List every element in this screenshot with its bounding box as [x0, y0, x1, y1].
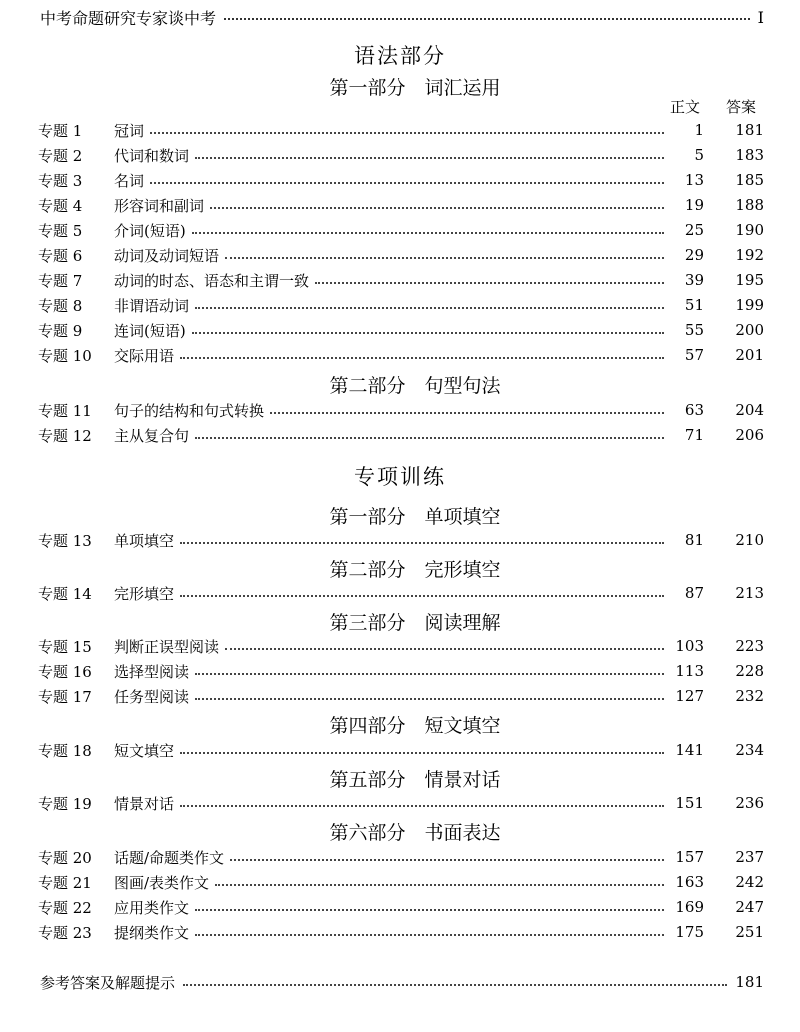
topic-page: 25	[684, 221, 704, 239]
dot-leader	[195, 934, 664, 936]
topic-title: 交际用语	[114, 346, 175, 365]
topic-number: 专题 4	[38, 196, 83, 215]
answer-page: 210	[735, 531, 764, 549]
answer-page: 200	[735, 321, 764, 339]
topic-number: 专题 17	[38, 687, 92, 706]
topic-title: 连词(短语)	[114, 321, 186, 340]
dot-leader	[150, 132, 664, 134]
topic-title: 冠词	[114, 121, 145, 140]
toc-entry[interactable]	[38, 398, 764, 422]
toc-entry[interactable]	[38, 581, 764, 605]
topic-page: 51	[684, 296, 704, 314]
answer-page: 223	[735, 637, 764, 655]
topic-number: 专题 12	[38, 426, 92, 445]
dot-leader	[180, 805, 664, 807]
toc-entry[interactable]	[38, 143, 764, 167]
toc-entry[interactable]	[38, 218, 764, 242]
answer-page: 201	[735, 346, 764, 364]
toc-entry[interactable]	[38, 870, 764, 894]
column-head-main: 正文	[670, 98, 701, 116]
topic-number: 专题 1	[38, 121, 83, 140]
dot-leader	[210, 207, 664, 209]
topic-number: 专题 21	[38, 873, 92, 892]
topic-page: 169	[675, 898, 704, 916]
answer-page: 192	[735, 246, 764, 264]
topic-title: 短文填空	[114, 741, 175, 760]
topic-number: 专题 2	[38, 146, 83, 165]
answer-page: 181	[735, 121, 764, 139]
topic-title: 任务型阅读	[114, 687, 190, 706]
topic-number: 专题 13	[38, 531, 92, 550]
dot-leader	[225, 257, 664, 259]
dot-leader	[195, 437, 664, 439]
dot-leader	[195, 909, 664, 911]
topic-title: 话题/命题类作文	[114, 848, 225, 867]
running-header	[40, 6, 764, 28]
topic-page: 63	[684, 401, 704, 419]
topic-page: 141	[675, 741, 704, 759]
section-title-grammar: 语法部分	[354, 44, 446, 68]
dot-leader	[270, 412, 664, 414]
dot-leader	[192, 232, 664, 234]
topic-number: 专题 10	[38, 346, 92, 365]
topic-page: 127	[675, 687, 704, 705]
toc-entry[interactable]	[38, 791, 764, 815]
dot-leader	[150, 182, 664, 184]
book-title: 中考命题研究专家谈中考	[40, 8, 217, 28]
toc-entry[interactable]	[38, 659, 764, 683]
topic-page: 71	[684, 426, 704, 444]
answers-page: 181	[735, 973, 764, 991]
dot-leader	[192, 332, 664, 334]
topic-page: 29	[684, 246, 704, 264]
dot-leader	[230, 859, 664, 861]
topic-title: 形容词和副词	[114, 196, 205, 215]
answers-label: 参考答案及解题提示	[40, 973, 176, 992]
dot-leader	[180, 595, 664, 597]
toc-entry[interactable]	[38, 738, 764, 762]
toc-entry[interactable]	[38, 268, 764, 292]
toc-entry[interactable]	[38, 423, 764, 447]
topic-title: 非谓语动词	[114, 296, 190, 315]
part-title: 第二部分 完形填空	[329, 559, 501, 581]
answer-page: 242	[735, 873, 764, 891]
dot-leader	[180, 542, 664, 544]
topic-number: 专题 20	[38, 848, 92, 867]
topic-title: 判断正误型阅读	[114, 637, 220, 656]
topic-title: 单项填空	[114, 531, 175, 550]
topic-title: 主从复合句	[114, 426, 190, 445]
answer-page: 228	[735, 662, 764, 680]
topic-page: 151	[675, 794, 704, 812]
topic-title: 句子的结构和句式转换	[114, 401, 265, 420]
answer-page: 195	[735, 271, 764, 289]
answer-page: 199	[735, 296, 764, 314]
dot-leader	[180, 357, 664, 359]
toc-entry[interactable]	[38, 293, 764, 317]
topic-page: 113	[675, 662, 704, 680]
topic-number: 专题 23	[38, 923, 92, 942]
header-leader	[224, 18, 750, 20]
toc-entry[interactable]	[38, 193, 764, 217]
toc-entry[interactable]	[38, 318, 764, 342]
topic-number: 专题 6	[38, 246, 83, 265]
topic-page: 175	[675, 923, 704, 941]
topic-title: 代词和数词	[114, 146, 190, 165]
toc-entry[interactable]	[38, 343, 764, 367]
topic-page: 19	[684, 196, 704, 214]
toc-entry[interactable]	[38, 920, 764, 944]
topic-page: 39	[684, 271, 704, 289]
toc-entry[interactable]	[38, 528, 764, 552]
toc-entry[interactable]	[38, 634, 764, 658]
answer-page: 237	[735, 848, 764, 866]
answers-entry[interactable]	[40, 970, 764, 994]
topic-page: 5	[694, 146, 704, 164]
part-title: 第五部分 情景对话	[329, 769, 501, 791]
answer-page: 185	[735, 171, 764, 189]
topic-number: 专题 15	[38, 637, 92, 656]
topic-title: 图画/表类作文	[114, 873, 210, 892]
part-title: 第二部分 句型句法	[329, 375, 501, 397]
answer-page: 204	[735, 401, 764, 419]
topic-number: 专题 11	[38, 401, 92, 420]
topic-number: 专题 14	[38, 584, 92, 603]
answer-page: 251	[735, 923, 764, 941]
toc-entry[interactable]	[38, 243, 764, 267]
toc-entry[interactable]	[38, 168, 764, 192]
part-title: 第六部分 书面表达	[329, 822, 501, 844]
topic-number: 专题 18	[38, 741, 92, 760]
answer-page: 190	[735, 221, 764, 239]
topic-page: 157	[675, 848, 704, 866]
dot-leader	[195, 698, 664, 700]
part-title: 第三部分 阅读理解	[329, 612, 501, 634]
topic-title: 应用类作文	[114, 898, 190, 917]
answer-page: 188	[735, 196, 764, 214]
part-title: 第一部分 词汇运用	[329, 77, 501, 99]
part-title: 第四部分 短文填空	[329, 715, 501, 737]
answer-page: 206	[735, 426, 764, 444]
topic-number: 专题 3	[38, 171, 83, 190]
topic-number: 专题 5	[38, 221, 83, 240]
topic-number: 专题 19	[38, 794, 92, 813]
topic-number: 专题 22	[38, 898, 92, 917]
topic-number: 专题 7	[38, 271, 83, 290]
topic-page: 163	[675, 873, 704, 891]
topic-title: 名词	[114, 171, 145, 190]
topic-page: 55	[684, 321, 704, 339]
topic-title: 情景对话	[114, 794, 175, 813]
section-title-training: 专项训练	[354, 465, 446, 489]
toc-entry[interactable]	[38, 684, 764, 708]
topic-title: 介词(短语)	[114, 221, 186, 240]
answer-page: 234	[735, 741, 764, 759]
toc-entry[interactable]	[38, 845, 764, 869]
toc-entry[interactable]	[38, 118, 764, 142]
topic-title: 选择型阅读	[114, 662, 190, 681]
answer-page: 213	[735, 584, 764, 602]
topic-title: 完形填空	[114, 584, 175, 603]
dot-leader	[180, 752, 664, 754]
answer-page: 183	[735, 146, 764, 164]
topic-number: 专题 8	[38, 296, 83, 315]
topic-title: 提纲类作文	[114, 923, 190, 942]
dot-leader	[195, 307, 664, 309]
dot-leader	[315, 282, 664, 284]
dot-leader	[215, 884, 664, 886]
header-page-number: I	[757, 7, 764, 27]
dot-leader	[225, 648, 664, 650]
topic-page: 103	[675, 637, 704, 655]
topic-page: 87	[684, 584, 704, 602]
answer-page: 232	[735, 687, 764, 705]
topic-number: 专题 9	[38, 321, 83, 340]
dot-leader	[183, 984, 727, 986]
answer-page: 247	[735, 898, 764, 916]
part-title: 第一部分 单项填空	[329, 506, 501, 528]
topic-title: 动词的时态、语态和主谓一致	[114, 271, 310, 290]
dot-leader	[195, 157, 664, 159]
topic-title: 动词及动词短语	[114, 246, 220, 265]
topic-page: 13	[684, 171, 704, 189]
dot-leader	[195, 673, 664, 675]
topic-page: 81	[684, 531, 704, 549]
topic-page: 1	[694, 121, 704, 139]
topic-number: 专题 16	[38, 662, 92, 681]
toc-entry[interactable]	[38, 895, 764, 919]
column-head-answer: 答案	[726, 98, 757, 116]
topic-page: 57	[684, 346, 704, 364]
answer-page: 236	[735, 794, 764, 812]
